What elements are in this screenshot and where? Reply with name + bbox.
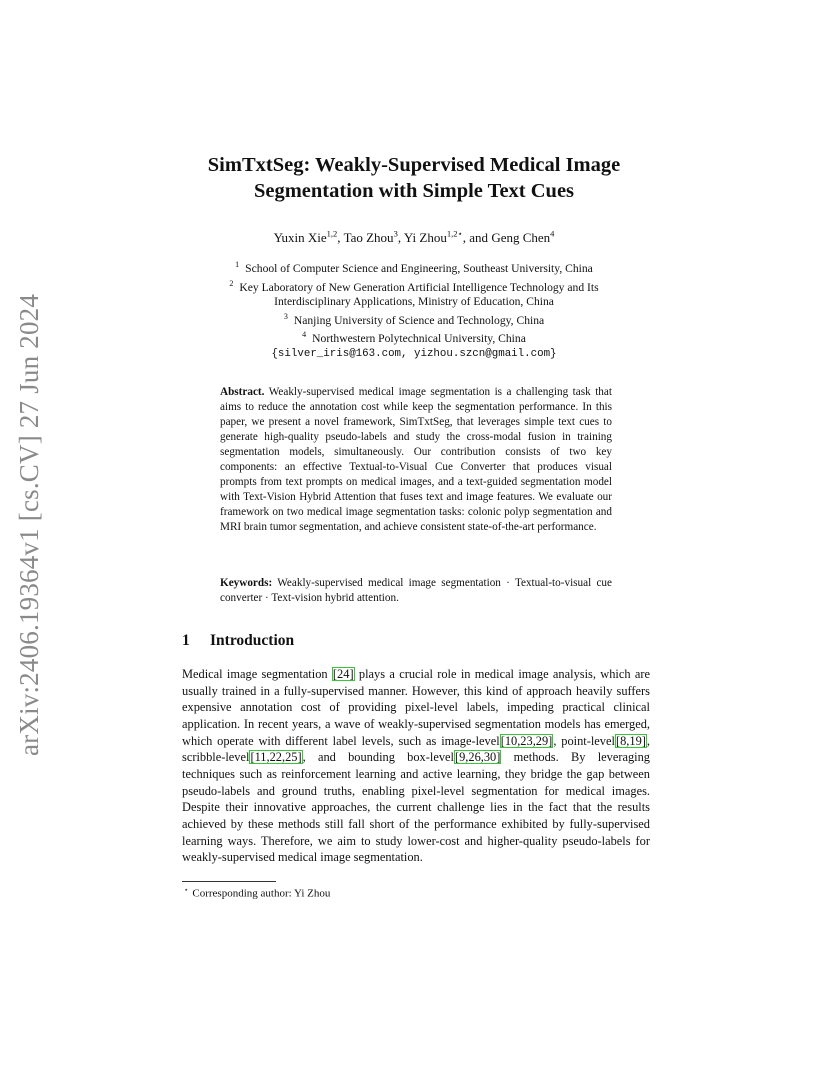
paragraph-text: plays a crucial role in medical image analysis, which are usually trained in a fully-supervised manner. However, this kind of approach heavily suffers expensive annotation cost of providing pixel-level labels, impeding practical clinical application. In recent years, a wave of weakly-supervised segmentation models has emerged, which operate with different label levels, such as image-level xyxy=(182,667,651,748)
author-emails: {silver_iris@163.com, yizhou.szcn@gmail.com} xyxy=(271,347,557,360)
paragraph-text: Medical image segmentation xyxy=(182,667,332,681)
footnote-rule xyxy=(182,881,276,882)
author-separator: , xyxy=(337,230,344,246)
affiliation-text: School of Computer Science and Engineering, Southeast University, China xyxy=(245,261,593,275)
author-affiliation-mark: 1,2 xyxy=(326,229,338,239)
citation-link[interactable]: [24] xyxy=(332,667,354,681)
author-affiliation-mark: 3 xyxy=(393,229,398,239)
abstract xyxy=(220,385,612,535)
arxiv-identifier-text: arXiv:2406.19364v1 [cs.CV] 27 Jun 2024 xyxy=(14,293,44,756)
affiliation-number: 1 xyxy=(235,260,240,269)
author-name: Yuxin Xie xyxy=(273,230,327,246)
author xyxy=(491,230,554,245)
footnote xyxy=(184,886,330,900)
affiliation-continuation: Interdisciplinary Applications, Ministry of Education, China xyxy=(274,295,554,309)
citation-link[interactable]: [9,26,30] xyxy=(454,750,501,765)
citation-link[interactable]: [11,22,25] xyxy=(250,750,302,765)
author-name: Geng Chen xyxy=(491,230,551,246)
keywords-label: Keywords: xyxy=(220,577,273,589)
section-heading xyxy=(182,632,294,650)
footnote-text: Corresponding author: Yi Zhou xyxy=(192,887,331,900)
introduction-paragraph xyxy=(182,666,650,866)
paragraph-text: , scribble-level xyxy=(182,733,650,765)
affiliation-text: Nanjing University of Science and Technology, China xyxy=(293,313,545,327)
citation-link[interactable]: [10,23,29] xyxy=(500,733,553,748)
paragraph-text: , point-level xyxy=(553,733,615,748)
citation-link[interactable]: [8,19] xyxy=(615,733,646,748)
author xyxy=(404,230,491,245)
affiliation xyxy=(140,310,688,329)
author-list xyxy=(140,229,688,246)
affiliation xyxy=(140,258,688,277)
author-name: Yi Zhou xyxy=(403,230,447,246)
abstract-label: Abstract. xyxy=(220,386,265,398)
author-separator: , xyxy=(397,230,404,246)
title-line-2: Segmentation with Simple Text Cues xyxy=(253,180,575,202)
affiliation xyxy=(140,277,688,296)
affiliation-number: 2 xyxy=(229,278,234,288)
author-name: Tao Zhou xyxy=(343,230,394,246)
section-number: 1 xyxy=(182,632,190,649)
section-title: Introduction xyxy=(210,632,295,649)
paper-title xyxy=(140,152,688,204)
paragraph-text: , and bounding box-level xyxy=(302,750,454,765)
title-line-1: SimTxtSeg: Weakly-Supervised Medical Image xyxy=(207,154,621,176)
affiliation-number: 3 xyxy=(283,311,288,321)
author xyxy=(274,230,344,245)
keywords xyxy=(220,576,612,606)
author-separator: , and xyxy=(462,230,492,246)
affiliation-text: Key Laboratory of New Generation Artificial Intelligence Technology and Its xyxy=(239,280,599,294)
abstract-text: Weakly-supervised medical image segmentation is a challenging task that aims to reduce the annotation cost while keep the segmentation performance. In this paper, we present a novel framework, SimTxtSeg, that leverages simple text cues to generate high-quality pseudo-labels and study the cross-modal fusion in training segmentation models, simultaneously. Our contribution consists of two key components: an effective Textual-to-Visual Cue Converter that produces visual prompts from text prompts on medical images, and a text-guided segmentation model with Text-Vision Hybrid Attention that fuses text and image features. We evaluate our framework on two medical image segmentation tasks: colonic polyp segmentation and MRI brain tumor segmentation, and achieve consistent state-of-the-art performance. xyxy=(220,386,612,534)
affiliation-text: Northwestern Polytechnical University, China xyxy=(312,332,526,346)
affiliation-number: 4 xyxy=(302,330,307,340)
paragraph-text: methods. By leveraging techniques such as reinforcement learning and active learning, they bridge the gap between pseudo-labels and ground truths, enabling pixel-level segmentation for medical images. Despite their innovative approaches, the current challenge lies in the fact that the results achieved by these methods still fall short of the performance exhibited by fully-supervised learning ways. Therefore, we aim to study lower-cost and higher-quality pseudo-labels for weakly-supervised medical image segmentation. xyxy=(182,750,650,865)
keywords-text: Weakly-supervised medical image segmentation · Textual-to-visual cue converter · Text-vision hybrid attention. xyxy=(220,577,612,605)
author-affiliation-mark: 1,2⋆ xyxy=(446,229,463,239)
affiliation-list xyxy=(140,258,688,362)
author-affiliation-mark: 4 xyxy=(550,229,555,239)
affiliation xyxy=(140,328,688,347)
author xyxy=(344,230,404,245)
footnote-mark: ⋆ xyxy=(184,886,189,894)
